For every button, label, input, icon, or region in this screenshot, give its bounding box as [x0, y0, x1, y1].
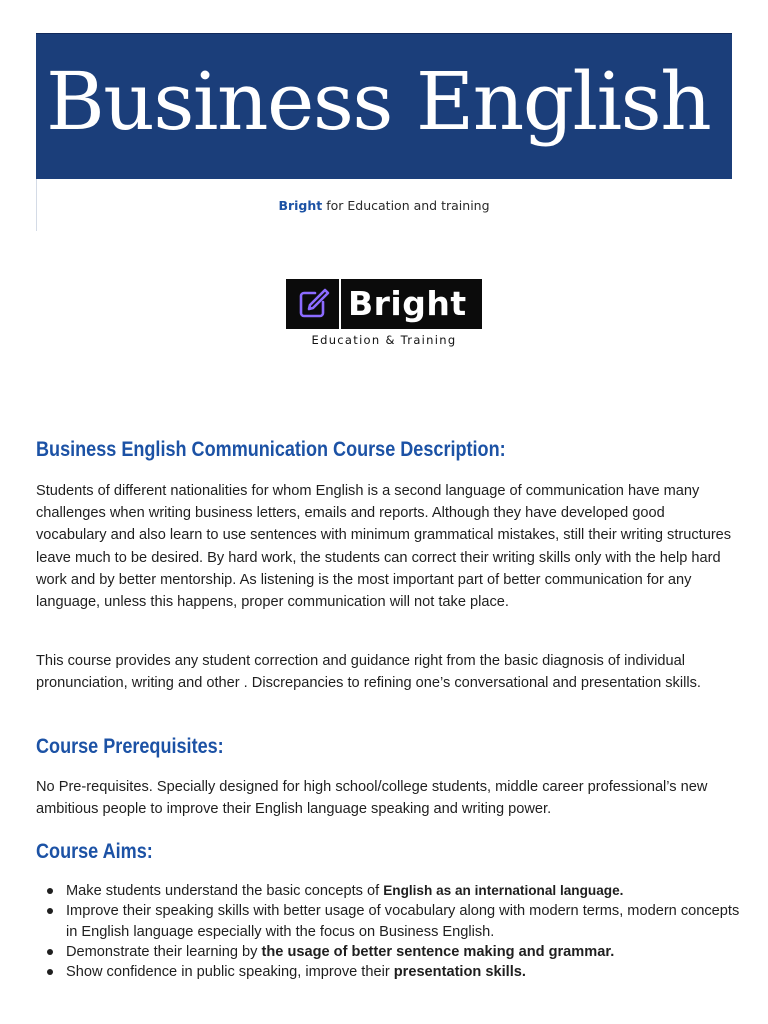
prerequisites-paragraph: No Pre-requisites. Specially designed for high school/college students, middle career professional’s new ambitious people to improve their English language speaking and writing power.: [36, 779, 708, 818]
aims-heading: Course Aims:: [36, 840, 153, 863]
logo-box: [286, 279, 482, 329]
list-item: [36, 901, 746, 942]
tagline: [0, 198, 768, 213]
list-item-emphasis: presentation skills.: [393, 964, 526, 981]
description-paragraph-2: This course provides any student correction and guidance right from the basic diagnosis of individual pronunciation, writing and other . Discrepancies to refining one’s conversational and presentation skills.: [36, 653, 701, 692]
tagline-text: for Education and training: [322, 198, 490, 213]
list-item-text: Show confidence in public speaking, improve their: [66, 964, 394, 981]
list-item-text: Improve their speaking skills with better usage of vocabulary along with modern terms, modern concepts in English language especially with the focus on Business English.: [66, 903, 740, 940]
list-item: [36, 942, 746, 962]
list-item-emphasis: the usage of better sentence making and grammar.: [261, 943, 615, 960]
aims-list: [36, 881, 746, 982]
title-banner: [36, 33, 732, 179]
list-item: [36, 881, 746, 901]
description-heading: Business English Communication Course Description:: [36, 438, 506, 461]
list-item-emphasis: English as an international language.: [383, 883, 624, 898]
list-item-text: Make students understand the basic concepts of: [66, 883, 384, 899]
logo-wordmark: Bright: [348, 284, 467, 323]
logo-subtitle: Education & Training: [311, 333, 457, 347]
tagline-brand: Bright: [278, 198, 323, 213]
bullet: [47, 969, 53, 975]
bright-logo: [286, 279, 482, 351]
list-item: [36, 962, 746, 982]
bullet: [47, 908, 53, 914]
document-title: Business English: [46, 55, 711, 148]
logo-separator: [339, 279, 341, 329]
prerequisites-heading: Course Prerequisites:: [36, 735, 224, 758]
bullet: [47, 888, 53, 894]
description-paragraph-1: Students of different nationalities for whom English is a second language of communication have many challenges when writing business letters, emails and reports. Although they have developed good vocabulary and also learn to use sentences with minimum grammatical mistakes, still their writing structures leave much to be desired. By hard work, the students can correct their writing skills only with the help hard work and by better mentorship. As listening is the most important part of better communication for any language, unless this happens, proper communication will not take place.: [36, 483, 732, 611]
bullet: [47, 949, 53, 955]
edit-pencil-icon: [291, 283, 335, 325]
list-item-text: Demonstrate their learning by: [66, 943, 262, 960]
